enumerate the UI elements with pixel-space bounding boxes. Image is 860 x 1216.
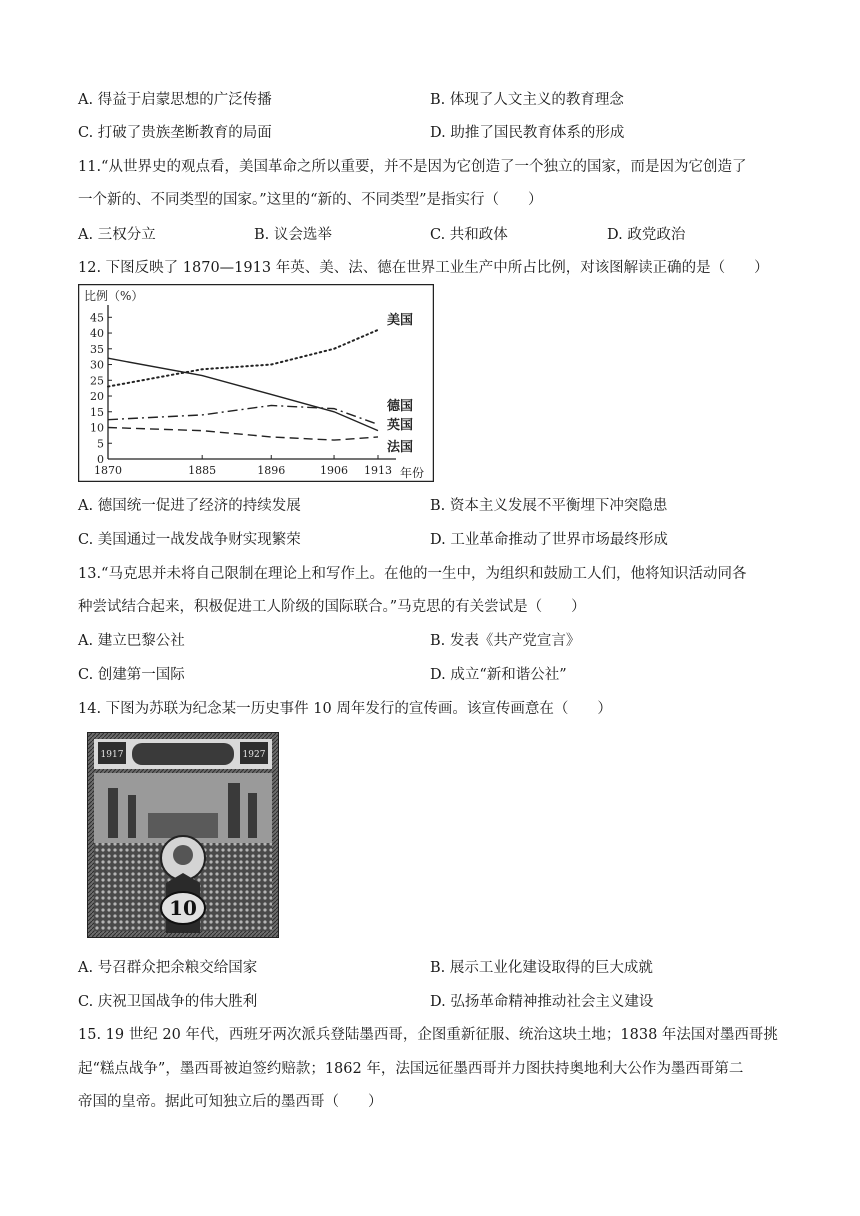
q14-option-b: B. 展示工业化建设取得的巨大成就 (430, 960, 653, 976)
q11-option-d: D. 政党政治 (607, 227, 686, 243)
chart-x-tick-label-1885: 1885 (188, 464, 217, 477)
q12-option-d: D. 工业革命推动了世界市场最终形成 (430, 532, 668, 548)
chart-x-tick-label-1896: 1896 (257, 464, 286, 477)
chart-svg (78, 284, 434, 482)
chart-y-tick-label-0: 0 (97, 453, 104, 466)
series-label-0: 美国 (387, 313, 414, 328)
q15-stem-line3: 帝国的皇帝。据此可知独立后的墨西哥（ ） (78, 1094, 383, 1110)
q11-stem-line2: 一个新的、不同类型的国家。”这里的“新的、不同类型”是指实行（ ） (78, 192, 543, 208)
q14-option-a: A. 号召群众把余粮交给国家 (78, 960, 258, 976)
q11-option-c: C. 共和政体 (430, 227, 508, 243)
q10-option-d: D. 助推了国民教育体系的形成 (430, 125, 625, 141)
chart-x-tick-label-1870: 1870 (94, 464, 122, 477)
series-label-2: 英国 (387, 418, 414, 433)
chart-y-tick-label-30: 30 (90, 358, 104, 372)
q12-stem: 12. 下图反映了 1870—1913 年英、美、法、德在世界工业生产中所占比例，对该图解读正确的是（ ） (78, 260, 769, 276)
chart-y-tick-label-35: 35 (90, 342, 104, 356)
chart-y-tick-label-10: 10 (90, 421, 104, 435)
q13-option-d: D. 成立“新和谐公社” (430, 667, 567, 683)
poster-number-ten: 10 (169, 896, 197, 920)
q11-option-b: B. 议会选举 (254, 227, 332, 243)
chart-frame (79, 285, 434, 482)
chart-y-tick-label-40: 40 (90, 327, 104, 341)
q12-line-chart (78, 284, 434, 482)
chart-y-tick-label-45: 45 (90, 311, 104, 325)
q13-option-b: B. 发表《共产党宣言》 (430, 633, 581, 649)
series-label-3: 法国 (387, 440, 414, 455)
chart-y-tick-label-25: 25 (90, 374, 104, 388)
chart-y-tick-label-5: 5 (97, 437, 104, 451)
q14-stem: 14. 下图为苏联为纪念某一历史事件 10 周年发行的宣传画。该宣传画意在（ ） (78, 701, 612, 717)
q11-option-a: A. 三权分立 (78, 227, 156, 243)
chart-x-tick-label-1913: 1913 (364, 464, 392, 477)
q13-stem-line2: 种尝试结合起来，积极促进工人阶级的国际联合。”马克思的有关尝试是（ ） (78, 599, 586, 615)
q10-option-c: C. 打破了贵族垄断教育的局面 (78, 125, 272, 141)
q14-option-d: D. 弘扬革命精神推动社会主义建设 (430, 994, 654, 1010)
poster-illustration (88, 733, 278, 937)
q13-stem-line1: 13.“马克思并未将自己限制在理论上和写作上。在他的一生中，为组织和鼓励工人们，他将知识活动同各 (78, 566, 747, 582)
chart-xlabel: 年份 (400, 466, 425, 480)
q15-stem-line2: 起“糕点战争”，墨西哥被迫签约赔款；1862 年，法国远征墨西哥并力图扶持奥地利大公作为墨西哥第二 (78, 1061, 744, 1077)
q14-option-c: C. 庆祝卫国战争的伟大胜利 (78, 994, 258, 1010)
q12-option-b: B. 资本主义发展不平衡埋下冲突隐患 (430, 498, 668, 514)
chart-y-tick-label-20: 20 (90, 390, 104, 404)
poster-year-left: 1917 (100, 750, 124, 760)
q11-stem-line1: 11.“从世界史的观点看，美国革命之所以重要，并不是因为它创造了一个独立的国家，而是因为它创造了 (78, 159, 747, 175)
q10-option-a: A. 得益于启蒙思想的广泛传播 (78, 92, 272, 108)
q12-option-a: A. 德国统一促进了经济的持续发展 (78, 498, 301, 514)
q12-option-c: C. 美国通过一战发战争财实现繁荣 (78, 532, 301, 548)
chart-x-tick-label-1906: 1906 (320, 464, 349, 477)
q15-stem-line1: 15. 19 世纪 20 年代，西班牙两次派兵登陆墨西哥，企图重新征服、统治这块土地；1838 年法国对墨西哥挑 (78, 1027, 778, 1043)
chart-ylabel: 比例（%） (84, 289, 144, 303)
series-label-1: 德国 (387, 399, 414, 414)
q13-option-a: A. 建立巴黎公社 (78, 633, 185, 649)
chart-y-tick-label-15: 15 (90, 405, 104, 419)
poster-year-right: 1927 (242, 750, 266, 760)
soviet-poster-image (87, 732, 279, 938)
q10-option-b: B. 体现了人文主义的教育理念 (430, 92, 624, 108)
q13-option-c: C. 创建第一国际 (78, 667, 185, 683)
